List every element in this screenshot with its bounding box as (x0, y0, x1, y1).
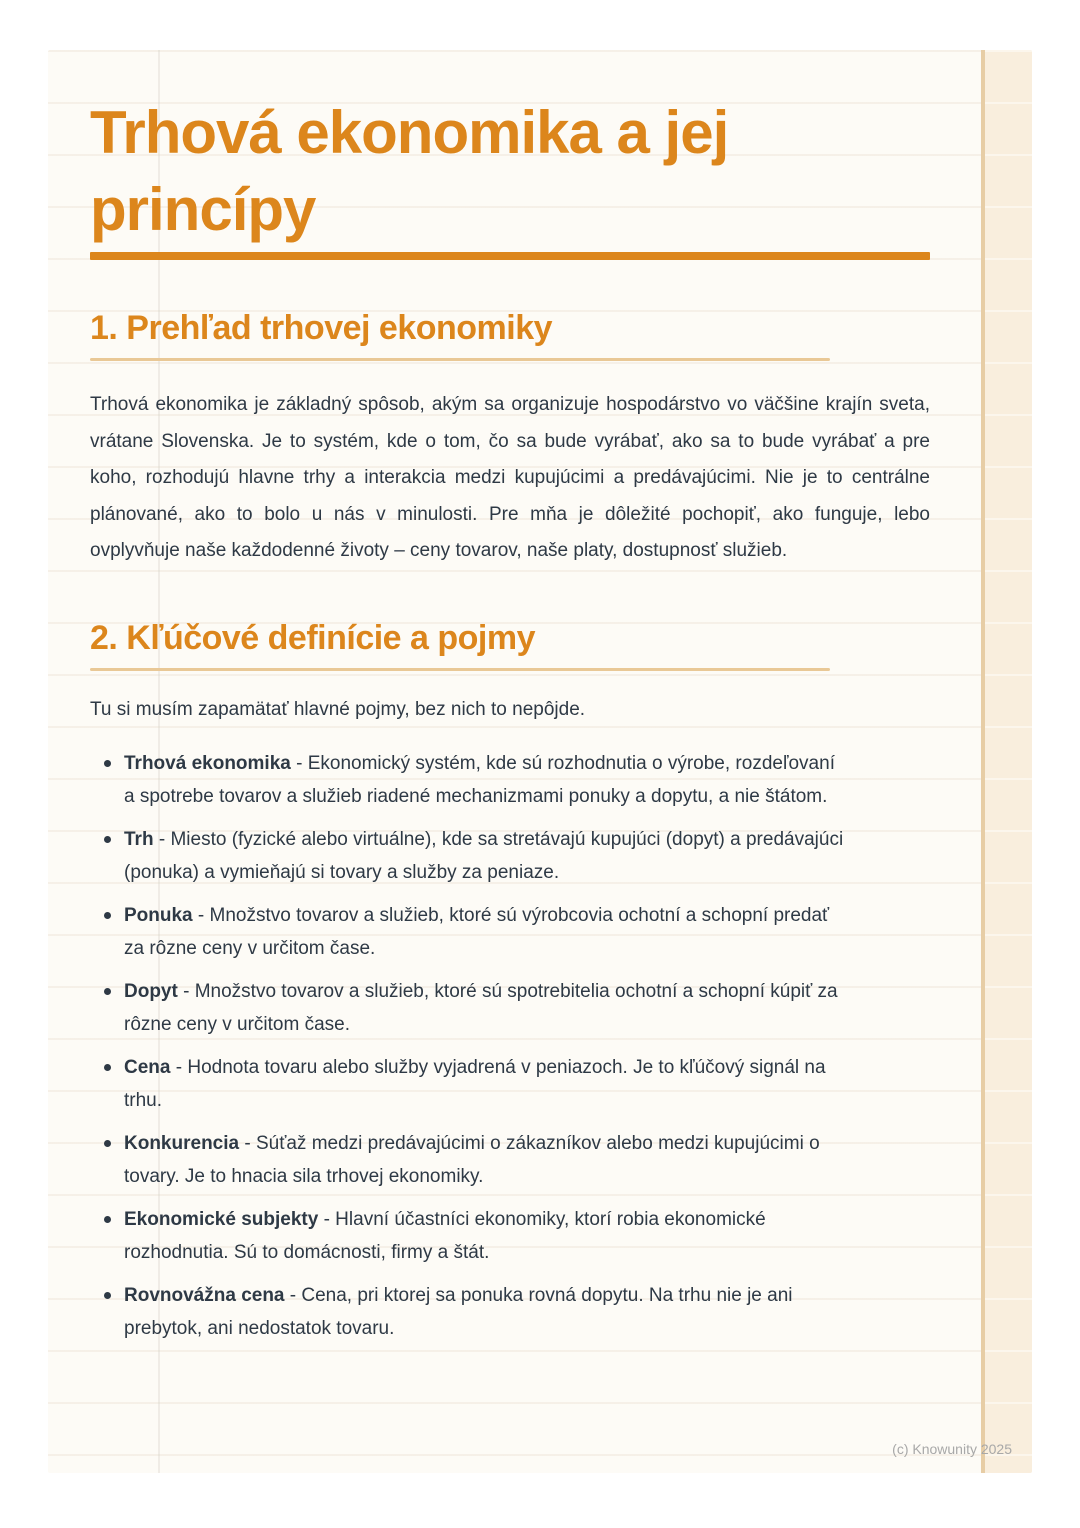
section-2-intro: Tu si musím zapamätať hlavné pojmy, bez nich to nepôjde. (90, 698, 586, 720)
list-item-ponuka (90, 899, 850, 965)
term-definition: - Množstvo tovarov a služieb, ktoré sú výrobcovia ochotní a schopní predať za rôzne ceny v určitom čase. (124, 904, 830, 959)
term-label: Konkurencia (124, 1132, 240, 1154)
page-title: Trhová ekonomika a jej princípy (90, 99, 729, 243)
term-definition: - Hodnota tovaru alebo služby vyjadrená v peniazoch. Je to kľúčový signál na trhu. (124, 1056, 826, 1111)
term-label: Trh (124, 828, 154, 850)
term-definition: - Cena, pri ktorej sa ponuka rovná dopytu. Na trhu nie je ani prebytok, ani nedostatok tovaru. (124, 1284, 793, 1339)
term-label: Cena (124, 1056, 171, 1078)
page-content (48, 50, 1032, 1345)
document-page (48, 50, 1032, 1473)
section-overview (90, 306, 930, 570)
section-2-heading: 2. Kľúčové definície a pojmy (90, 618, 536, 657)
list-item-trhova-ekonomika (90, 747, 850, 813)
term-label: Ponuka (124, 904, 193, 926)
term-definition: - Hlavní účastníci ekonomiky, ktorí robia ekonomické rozhodnutia. Sú to domácnosti, firmy a štát. (124, 1208, 766, 1263)
title-divider (90, 252, 930, 260)
copyright-footer: (c) Knowunity 2025 (892, 1441, 1012, 1457)
list-item-cena (90, 1051, 850, 1117)
term-label: Rovnovážna cena (124, 1284, 285, 1306)
list-item-dopyt (90, 975, 850, 1041)
term-label: Trhová ekonomika (124, 752, 291, 774)
list-item-trh (90, 823, 850, 889)
section-definitions (90, 616, 930, 1345)
section-1-underline (90, 358, 830, 361)
section-1-heading: 1. Prehľad trhovej ekonomiky (90, 309, 553, 347)
section-2-underline (90, 668, 830, 671)
list-item-konkurencia (90, 1127, 850, 1193)
term-label: Dopyt (124, 980, 178, 1002)
term-definition: - Ekonomický systém, kde sú rozhodnutia o výrobe, rozdeľovaní a spotrebe tovarov a služieb riadené mechanizmami ponuky a dopytu, a nie štátom. (124, 752, 835, 807)
list-item-rovnovazna-cena (90, 1279, 850, 1345)
term-label: Ekonomické subjekty (124, 1208, 319, 1230)
term-definition: - Množstvo tovarov a služieb, ktoré sú spotrebitelia ochotní a schopní kúpiť za rôzne ceny v určitom čase. (124, 980, 838, 1035)
definitions-list (90, 747, 930, 1345)
section-1-paragraph: Trhová ekonomika je základný spôsob, akým sa organizuje hospodárstvo vo väčšine krajín sveta, vrátane Slovenska. Je to systém, kde o tom, čo sa bude vyrábať, ako sa to bude vyrábať a pre koho, rozhodujú hlavne trhy a interakcia medzi kupujúcimi a predávajúcimi. Nie je to centrálne plánované, ako to bolo u nás v minulosti. Pre mňa je dôležité pochopiť, ako funguje, lebo ovplyvňuje naše každodenné životy – ceny tovarov, naše platy, dostupnosť služieb. (90, 394, 930, 561)
list-item-ekonomicke-subjekty (90, 1203, 850, 1269)
term-definition: - Súťaž medzi predávajúcimi o zákazníkov alebo medzi kupujúcimi o tovary. Je to hnacia sila trhovej ekonomiky. (124, 1132, 820, 1187)
term-definition: - Miesto (fyzické alebo virtuálne), kde sa stretávajú kupujúci (dopyt) a predávajúci (ponuka) a vymieňajú si tovary a služby za peniaze. (124, 828, 844, 883)
